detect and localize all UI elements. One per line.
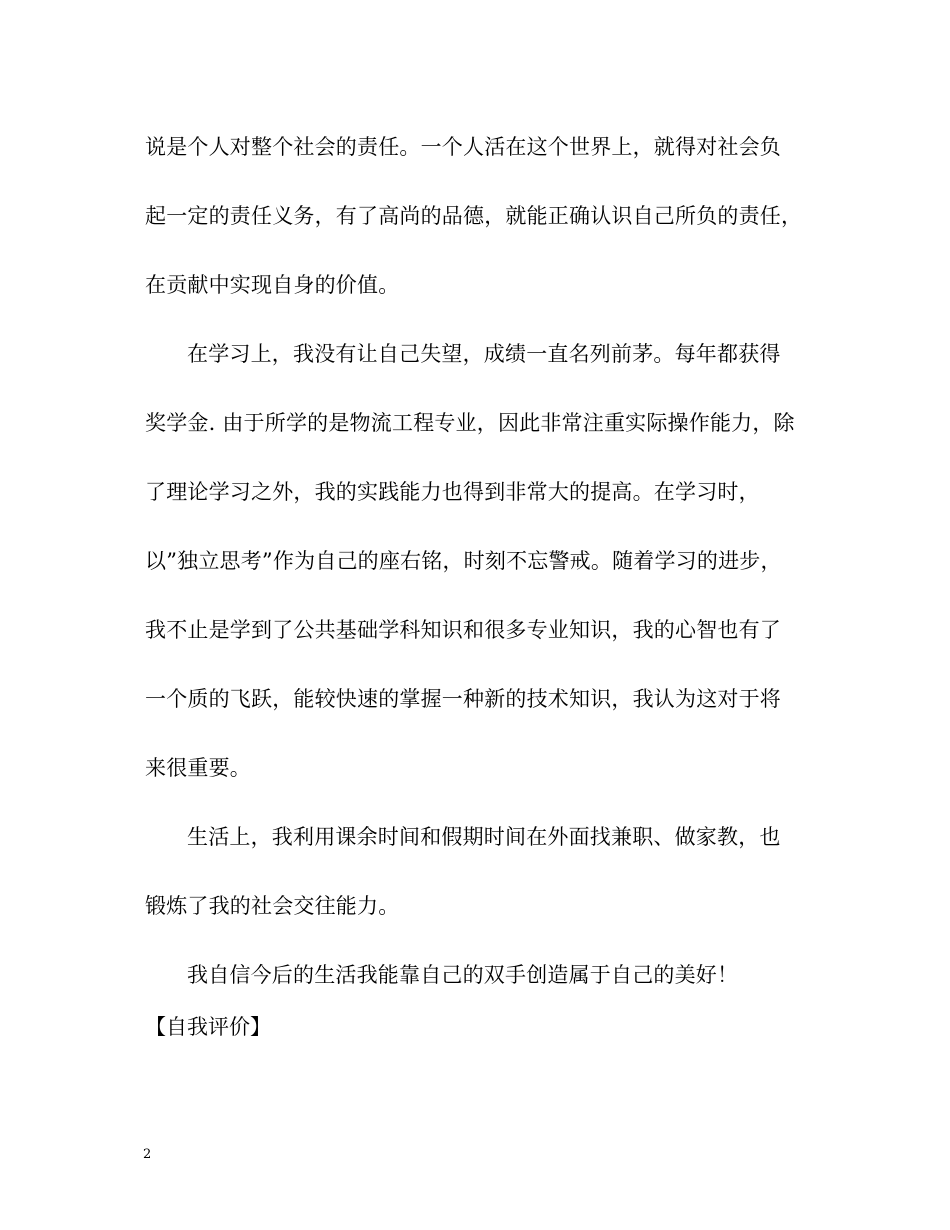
paragraph-line: 一个质的飞跃，能较快速的掌握一种新的技术知识，我认为这对于将	[145, 687, 781, 711]
section-heading: 【自我评价】	[145, 1015, 271, 1039]
paragraph-line: 奖学金. 由于所学的是物流工程专业，因此非常注重实际操作能力，除	[145, 411, 795, 435]
paragraph-line: 我自信今后的生活我能靠自己的双手创造属于自己的美好！	[187, 963, 739, 987]
paragraph-line: 锻炼了我的社会交往能力。	[145, 894, 400, 918]
paragraph	[145, 812, 810, 931]
paragraph-line: 说是个人对整个社会的责任。一个人活在这个世界上，就得对社会负	[145, 135, 781, 159]
paragraph-line: 起一定的责任义务，有了高尚的品德，就能正确认识自己所负的责任，	[145, 204, 803, 228]
paragraph	[145, 950, 810, 1000]
paragraph	[145, 122, 810, 310]
paragraph-line: 生活上，我利用课余时间和假期时间在外面找兼职、做家教，也	[187, 825, 781, 849]
paragraph-line: 在贡献中实现自身的价值。	[145, 273, 400, 297]
paragraph-line: 来很重要。	[145, 756, 251, 780]
paragraph-line: 以”独立思考”作为自己的座右铭，时刻不忘警戒。随着学习的进步，	[145, 549, 782, 573]
document-body	[145, 122, 810, 1052]
paragraph-line: 了理论学习之外，我的实践能力也得到非常大的提高。在学习时，	[145, 480, 760, 504]
paragraph	[145, 329, 810, 793]
paragraph-line: 我不止是学到了公共基础学科知识和很多专业知识，我的心智也有了	[145, 618, 781, 642]
paragraph-line: 在学习上，我没有让自己失望，成绩一直名列前茅。每年都获得	[187, 342, 781, 366]
page-number: 2	[143, 1147, 152, 1162]
